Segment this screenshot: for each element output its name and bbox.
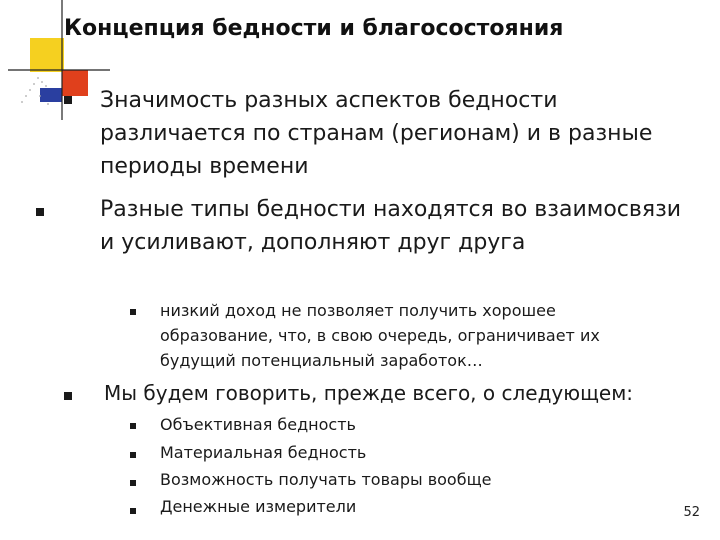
sub-bullet-2-1-text: Объективная бедность <box>160 415 356 434</box>
sub-bullet-2-2-text: Материальная бедность <box>160 443 367 462</box>
deco-blue-rect <box>40 88 62 102</box>
bullet-2-text: Разные типы бедности находятся во взаимосвязи и усиливают, дополняют друг друга <box>100 197 682 255</box>
sub-bullet-1-text: низкий доход не позволяет получить хорошее образование, что, в свою очередь, ограничивает их будущий потенциальный заработок… <box>160 301 600 370</box>
sub-bullet-2-4-marker <box>130 508 136 514</box>
bullet-3-marker <box>64 392 72 400</box>
deco-red-square <box>62 70 88 96</box>
deco-yellow-square <box>30 38 64 72</box>
sub-bullet-2-3-marker <box>130 480 136 486</box>
sub-bullet-2-1-marker <box>130 423 136 429</box>
bullet-1-text: Значимость разных аспектов бедности различается по странам (регионам) и в разные периоды времени <box>100 88 653 179</box>
sub-bullet-2-3-text: Возможность получать товары вообще <box>160 470 492 489</box>
bullet-3-text: Мы будем говорить, прежде всего, о следующем: <box>104 381 634 405</box>
page-number: 52 <box>683 505 700 520</box>
bullet-2-marker <box>36 208 44 216</box>
slide-title: Концепция бедности и благосостояния <box>64 16 564 41</box>
sub-bullet-2-2-marker <box>130 452 136 458</box>
sub-bullet-1-marker <box>130 309 136 315</box>
sub-bullet-2-4-text: Денежные измерители <box>160 497 357 516</box>
bullet-1-marker <box>64 96 72 104</box>
